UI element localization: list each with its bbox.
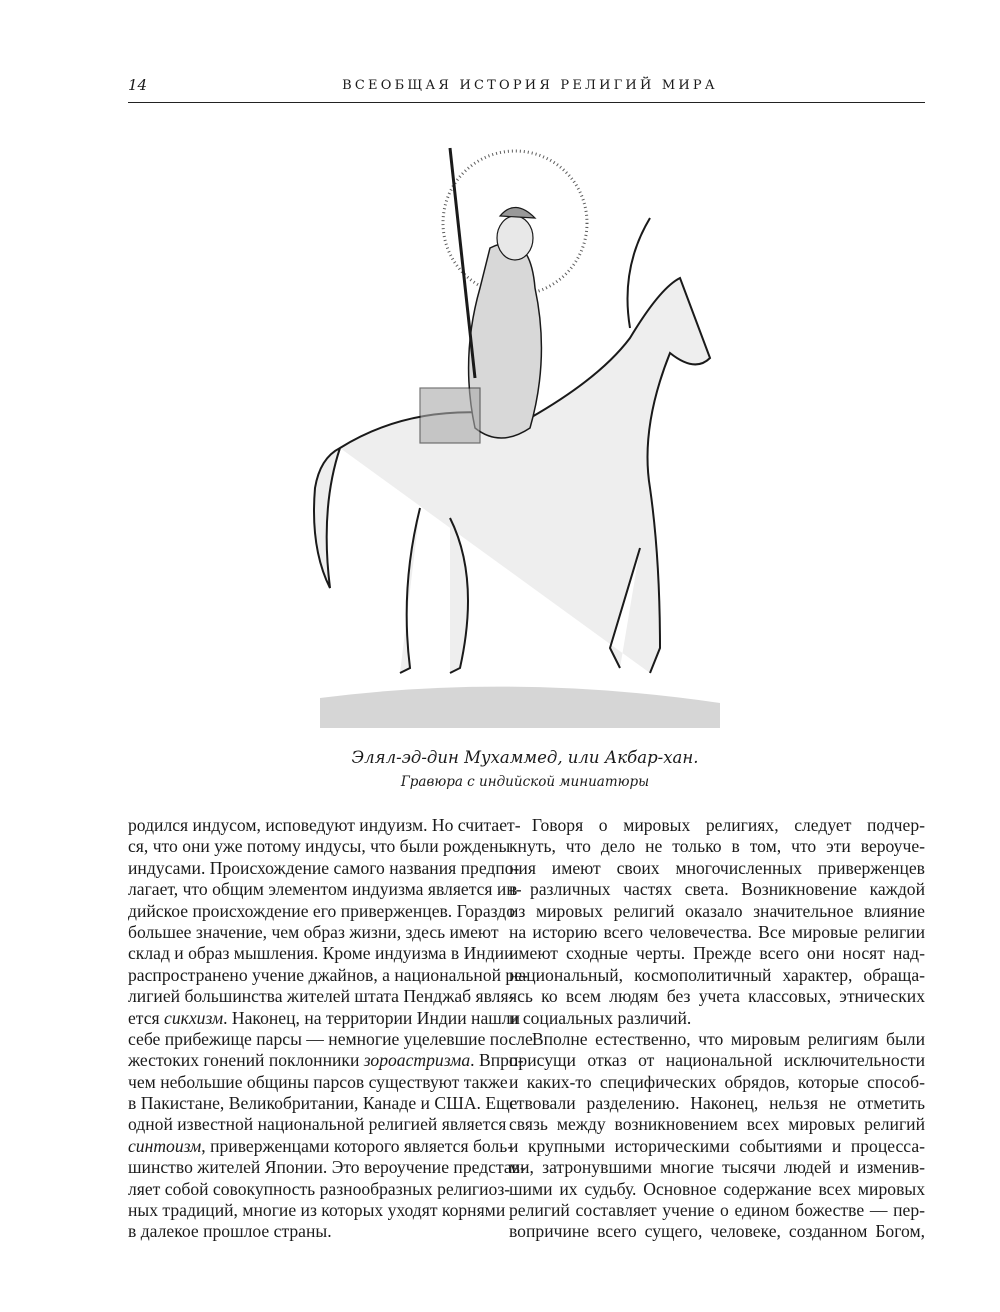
text-line xyxy=(509,815,925,836)
text-segment: , приверженцами которого является боль- xyxy=(201,1135,514,1156)
text-line xyxy=(128,815,521,836)
text-line xyxy=(128,857,520,879)
text-line xyxy=(509,879,925,900)
text-segment: родился индусом, исповедуют индуизм. Но считает- xyxy=(128,815,521,835)
text-segment: в различных частях света. Возникновение каждой xyxy=(509,879,925,900)
text-line xyxy=(128,1028,533,1050)
text-line xyxy=(509,1093,925,1114)
text-line xyxy=(509,1050,925,1071)
text-segment: . Наконец, на территории Индии нашли xyxy=(223,1007,521,1028)
page-number: 14 xyxy=(128,76,148,94)
text-segment: себе прибежище парсы — немногие уцелевшие после xyxy=(128,1028,533,1049)
text-segment: шинство жителей Японии. Это вероучение представ- xyxy=(128,1157,526,1178)
text-line xyxy=(128,879,522,900)
text-segment: Говоря о мировых религиях, следует подчер- xyxy=(531,815,925,835)
text-segment: лагает, что общим элементом индуизма является ин- xyxy=(128,879,522,900)
text-segment: в Пакистане, Великобритании, Канаде и США. Еще xyxy=(128,1093,518,1114)
text-segment: большее значение, чем образ жизни, здесь имеют xyxy=(128,921,499,942)
text-segment: дийское происхождение его приверженцев. Гораздо xyxy=(128,900,516,921)
text-segment: ся, что они уже потому индусы, что были рождены xyxy=(128,836,511,857)
italic-term: сикхизм xyxy=(164,1007,224,1028)
text-segment: ствовали разделению. Наконец, нельзя не отметить xyxy=(509,1093,925,1114)
text-line xyxy=(128,836,511,857)
figure-caption-title: Элял-эд-дин Мухаммед, или Акбар-хан. xyxy=(351,748,699,767)
engraving-illustration xyxy=(300,128,730,733)
text-line xyxy=(128,1178,511,1200)
text-line xyxy=(128,943,514,964)
text-line xyxy=(509,922,925,943)
text-segment: . Впро- xyxy=(470,1050,524,1071)
text-segment: ляет собой совокупность разнообразных религиоз- xyxy=(128,1178,511,1199)
text-line xyxy=(509,986,925,1007)
running-title: ВСЕОБЩАЯ ИСТОРИЯ РЕЛИГИЙ МИРА xyxy=(342,78,718,93)
text-line xyxy=(509,1029,925,1050)
text-line xyxy=(509,1179,925,1200)
text-segment: склад и образ мышления. Кроме индуизма в Индии xyxy=(128,943,514,964)
text-line xyxy=(128,1221,488,1242)
text-segment: жестоких гонений поклонники xyxy=(128,1050,364,1071)
text-line xyxy=(128,900,516,922)
italic-term: синтоизм xyxy=(128,1135,202,1156)
text-segment: национальный, космополитичный характер, обраща- xyxy=(509,964,925,985)
text-line xyxy=(128,1007,521,1029)
text-segment: Вполне естественно, что мировым религиям были xyxy=(531,1028,925,1049)
text-line xyxy=(128,921,499,943)
figure-caption-subtitle: Гравюра с индийской миниатюры xyxy=(400,774,650,790)
text-line xyxy=(128,1093,518,1114)
text-segment: ясь ко всем людям без учета классовых, этнических xyxy=(509,986,925,1007)
italic-term: зороастризма xyxy=(363,1050,471,1071)
text-segment: лигией большинства жителей штата Пенджаб явля- xyxy=(128,986,515,1007)
text-line xyxy=(509,1072,925,1093)
text-line xyxy=(128,1050,524,1071)
text-line xyxy=(509,1157,925,1178)
text-line xyxy=(128,1157,526,1178)
text-segment: распространено учение джайнов, а национальной ре- xyxy=(128,964,528,985)
text-segment: кнуть, что дело не только в том, что эти вероуче- xyxy=(509,836,925,857)
text-line xyxy=(509,1200,925,1221)
text-line xyxy=(509,901,925,922)
text-segment: индусами. Происхождение самого названия предпо- xyxy=(128,857,520,878)
text-segment: в далекое прошлое страны. xyxy=(128,1221,332,1242)
text-line xyxy=(509,1114,925,1135)
text-line xyxy=(509,943,925,964)
text-line xyxy=(509,1221,925,1242)
text-line xyxy=(128,1200,506,1221)
text-segment: имеют сходные черты. Прежде всего они носят над- xyxy=(509,943,925,964)
text-line xyxy=(509,836,925,857)
text-segment: ется xyxy=(128,1007,165,1028)
header-rule xyxy=(128,102,925,103)
text-segment: вопричине всего сущего, человеке, созданном Богом, xyxy=(509,1221,925,1242)
text-segment: чем небольшие общины парсов существуют также xyxy=(128,1071,508,1092)
text-line xyxy=(509,858,925,879)
text-segment: одной известной национальной религией является xyxy=(128,1114,507,1135)
text-line xyxy=(128,1135,514,1157)
text-segment: и социальных различий. xyxy=(509,1007,692,1028)
text-line xyxy=(128,1114,507,1135)
text-segment: ми, затронувшими многие тысячи людей и изменив- xyxy=(509,1157,925,1178)
text-line xyxy=(509,1136,925,1157)
text-line xyxy=(509,965,925,986)
text-segment: и каких-то специфических обрядов, которые способ- xyxy=(509,1071,925,1092)
text-segment: религий составляет учение о едином божестве — пер- xyxy=(509,1200,925,1221)
text-line xyxy=(509,1008,925,1029)
text-segment: присущи отказ от национальной исключительности xyxy=(509,1050,925,1071)
text-segment: связь между возникновением всех мировых религий xyxy=(509,1114,925,1135)
text-segment: на историю всего человечества. Все мировые религии xyxy=(509,921,925,942)
text-segment: шими их судьбу. Основное содержание всех мировых xyxy=(509,1178,925,1199)
text-segment: ных традиций, многие из которых уходят корнями xyxy=(128,1200,506,1221)
text-line xyxy=(128,1071,508,1093)
text-line xyxy=(128,964,528,986)
text-segment: и крупными историческими событиями и процесса- xyxy=(509,1135,925,1156)
text-column-right xyxy=(509,815,925,1243)
text-column-left xyxy=(128,815,533,1243)
text-line xyxy=(128,986,515,1007)
text-segment: ния имеют своих многочисленных приверженцев xyxy=(509,857,925,878)
text-segment: из мировых религий оказало значительное влияние xyxy=(509,900,925,921)
